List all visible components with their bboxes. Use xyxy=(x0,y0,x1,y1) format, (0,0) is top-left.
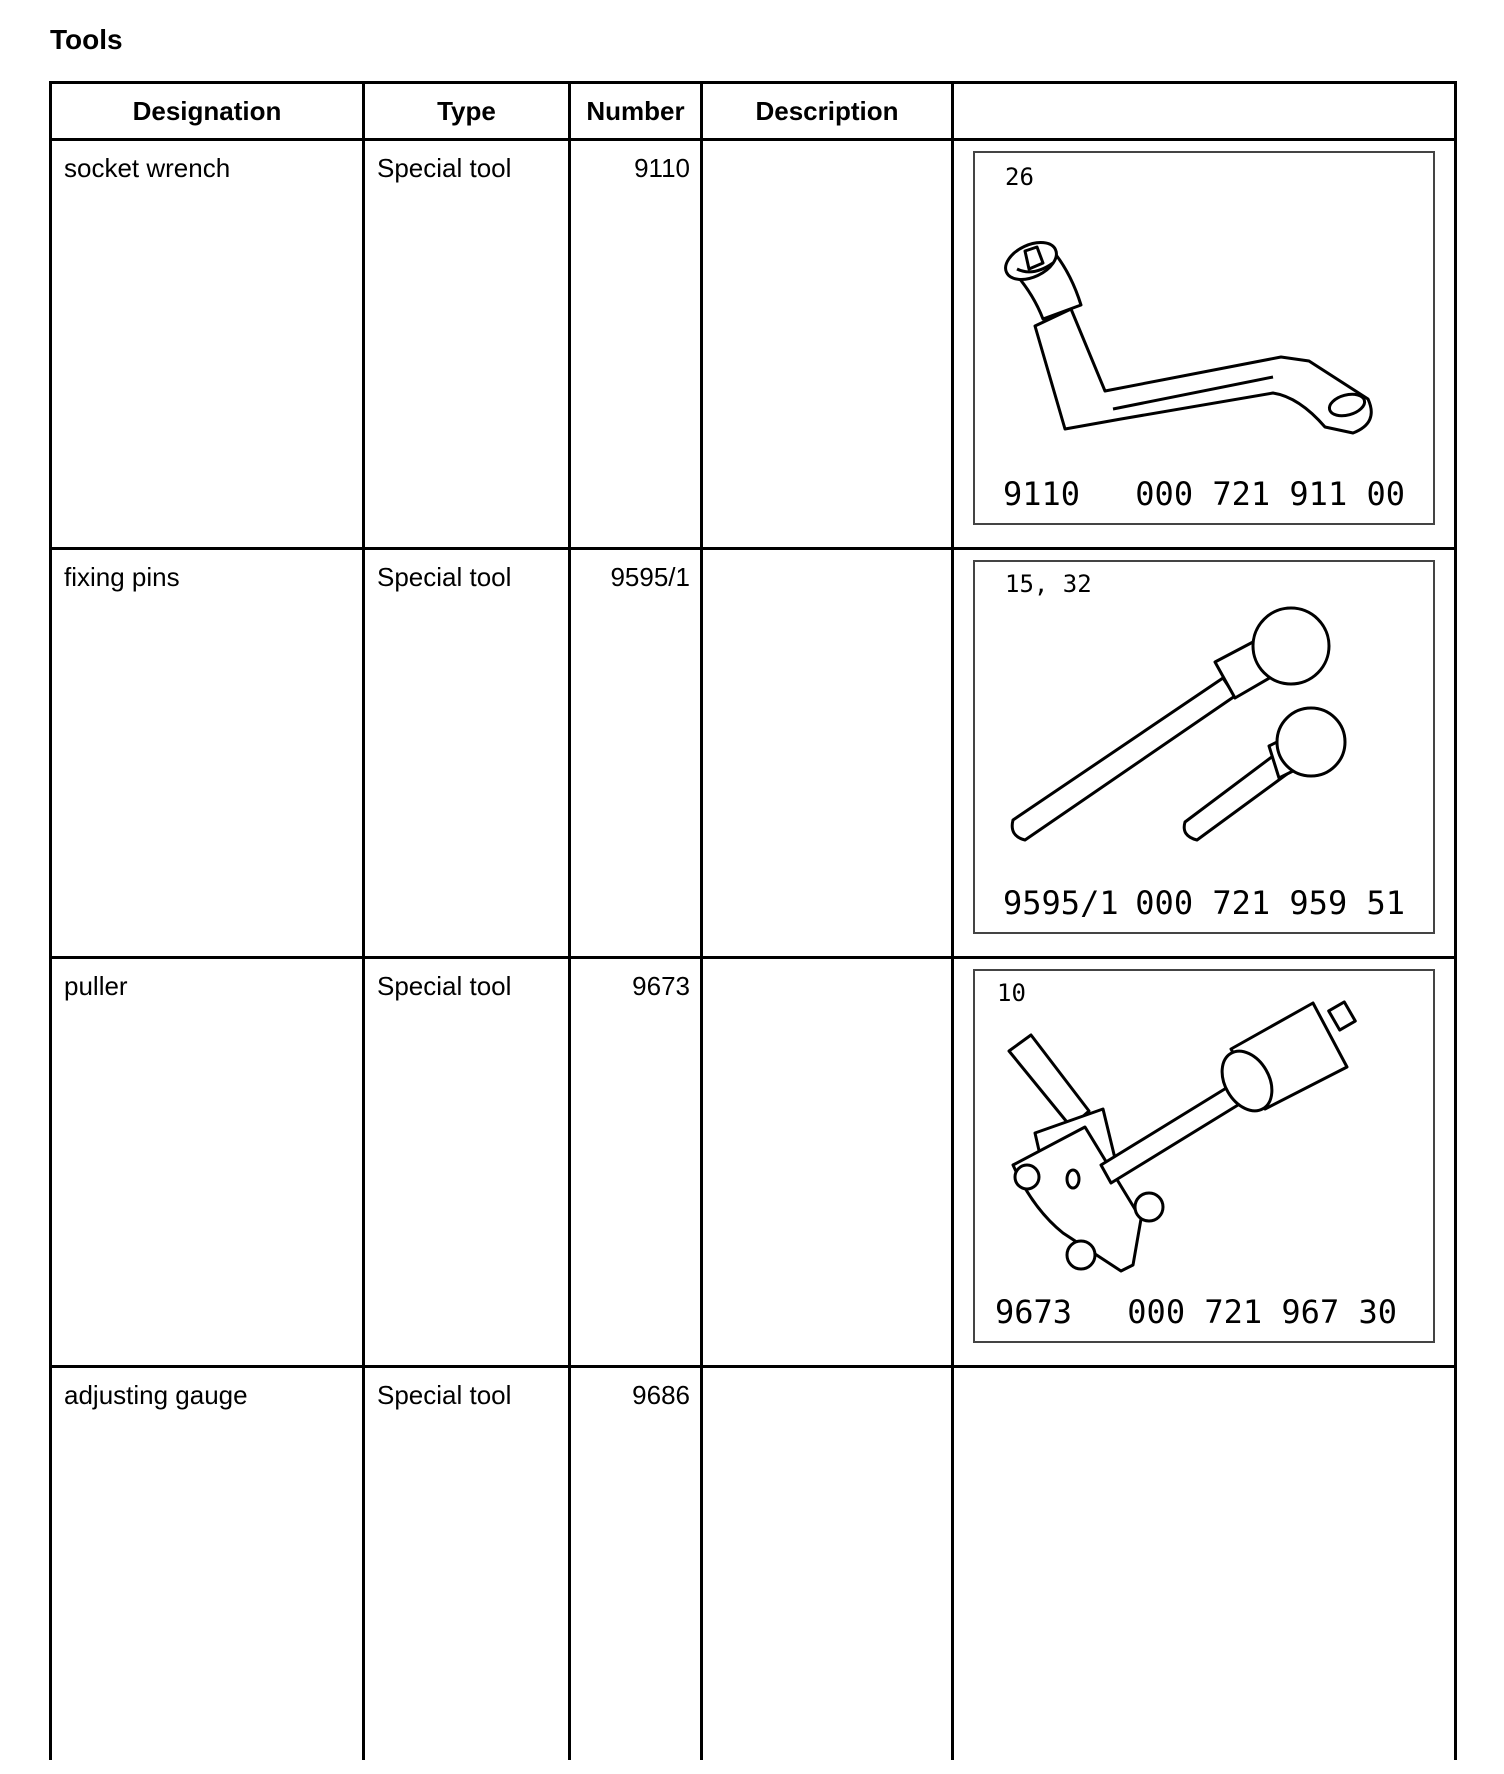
cell-type: Special tool xyxy=(364,958,570,1367)
figure-ref: 26 xyxy=(1005,163,1034,191)
cell-description xyxy=(702,549,953,958)
cell-description xyxy=(702,958,953,1367)
cell-type: Special tool xyxy=(364,549,570,958)
header-type: Type xyxy=(364,83,570,140)
table-row xyxy=(51,140,1456,549)
cell-number: 9595/1 xyxy=(570,549,702,958)
header-description: Description xyxy=(702,83,953,140)
cell-number: 9673 xyxy=(570,958,702,1367)
figure-code: 9673 xyxy=(995,1293,1073,1331)
cell-designation: adjusting gauge xyxy=(51,1367,364,1761)
table-row xyxy=(51,958,1456,1367)
cell-designation: fixing pins xyxy=(51,549,364,958)
cell-number: 9110 xyxy=(570,140,702,549)
cell-illustration xyxy=(953,140,1456,549)
page-title: Tools xyxy=(50,24,123,55)
figure-code: 9110 xyxy=(1003,475,1081,513)
cell-designation: puller xyxy=(51,958,364,1367)
header-designation: Designation xyxy=(51,83,364,140)
fixing-pins-figure xyxy=(973,560,1435,934)
figure-ref: 15, 32 xyxy=(1005,570,1092,598)
figure-code: 9595/1 xyxy=(1003,884,1119,922)
cell-illustration xyxy=(953,1367,1456,1761)
figure-part-number: 000 721 911 00 xyxy=(1135,475,1405,513)
cell-number: 9686 xyxy=(570,1367,702,1761)
socket-wrench-figure xyxy=(973,151,1435,525)
cell-designation: socket wrench xyxy=(51,140,364,549)
tools-table xyxy=(49,81,1457,1760)
figure-part-number: 000 721 959 51 xyxy=(1135,884,1405,922)
cell-description xyxy=(702,1367,953,1761)
header-number: Number xyxy=(570,83,702,140)
puller-figure xyxy=(973,969,1435,1343)
figure-part-number: 000 721 967 30 xyxy=(1127,1293,1397,1331)
table-row xyxy=(51,1367,1456,1761)
cell-description xyxy=(702,140,953,549)
header-illustration xyxy=(953,83,1456,140)
cell-illustration xyxy=(953,549,1456,958)
table-header-row xyxy=(51,83,1456,140)
cell-type: Special tool xyxy=(364,1367,570,1761)
figure-ref: 10 xyxy=(997,979,1026,1007)
cell-type: Special tool xyxy=(364,140,570,549)
cell-illustration xyxy=(953,958,1456,1367)
table-row xyxy=(51,549,1456,958)
